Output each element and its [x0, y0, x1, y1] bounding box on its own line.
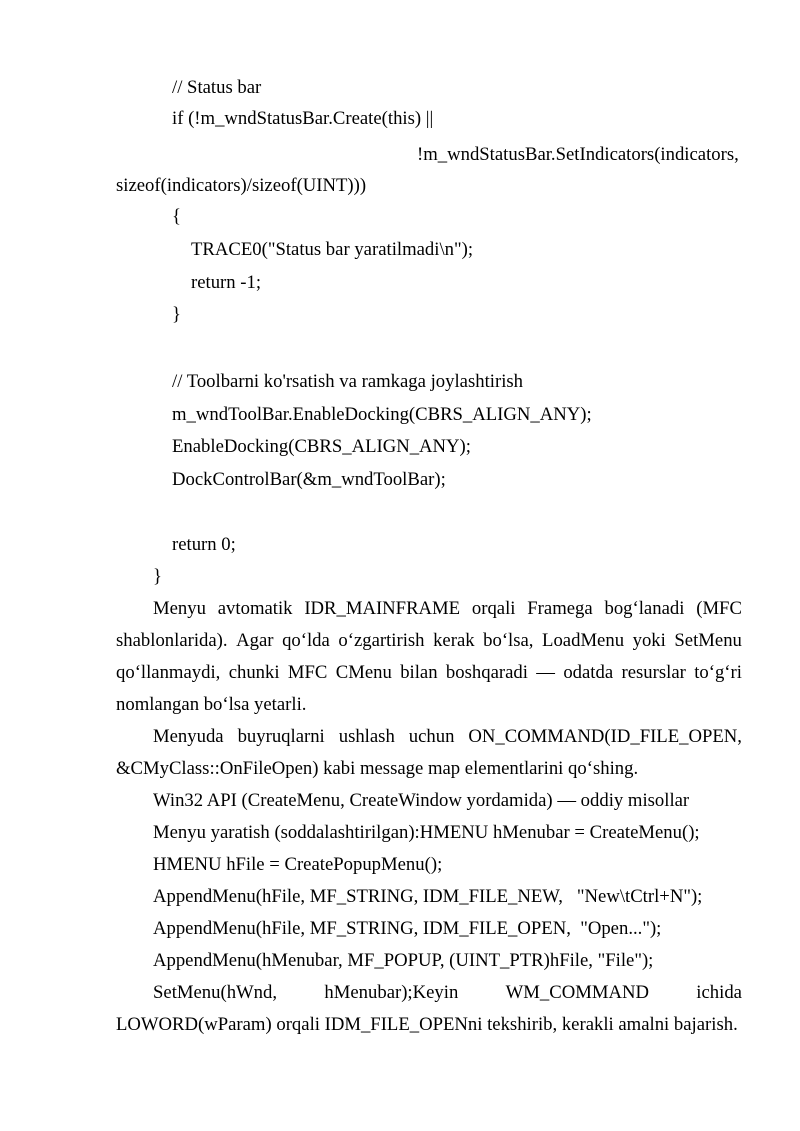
word: ushlash — [338, 726, 395, 747]
win32-last-line2: LOWORD(wParam) orqali IDM_FILE_OPENni tekshirib, kerakli amalni bajarish. — [116, 1014, 738, 1035]
word: chunki — [228, 662, 280, 683]
code-function-close: } — [153, 566, 162, 587]
word: avtomatik — [217, 598, 293, 619]
word: qo‘lda — [282, 630, 330, 651]
word: Framega — [527, 598, 593, 619]
code-enable-docking-toolbar: m_wndToolBar.EnableDocking(CBRS_ALIGN_ANY); — [172, 404, 592, 425]
para1-line3 — [116, 661, 742, 685]
win32-append-popup: AppendMenu(hMenubar, MF_POPUP, (UINT_PTR)hFile, "File"); — [153, 950, 654, 971]
word: — — [536, 662, 555, 683]
win32-append-new: AppendMenu(hFile, MF_STRING, IDM_FILE_NEW, "New\tCtrl+N"); — [153, 886, 703, 907]
word: (MFC — [696, 598, 742, 619]
word: o‘zgartirish — [338, 630, 425, 651]
word: boshqaradi — [445, 662, 528, 683]
word: bilan — [400, 662, 438, 683]
para1-line4: nomlangan bo‘lsa yetarli. — [116, 694, 307, 715]
word: WM_COMMAND — [505, 982, 649, 1003]
word: ON_COMMAND(ID_FILE_OPEN, — [468, 726, 742, 747]
code-dock-control-bar: DockControlBar(&m_wndToolBar); — [172, 469, 446, 490]
code-comment-toolbar: // Toolbarni ko'rsatish va ramkaga joylashtirish — [172, 371, 524, 392]
word: IDR_MAINFRAME — [304, 598, 461, 619]
win32-last-line1 — [153, 981, 742, 1005]
word: uchun — [408, 726, 455, 747]
win32-popup-menu: HMENU hFile = CreatePopupMenu(); — [153, 854, 443, 875]
word: to‘g‘ri — [694, 662, 742, 683]
word: ichida — [696, 982, 742, 1003]
word: Menyuda — [153, 726, 224, 747]
word: MFC — [287, 662, 328, 683]
word: SetMenu(hWnd, — [153, 982, 278, 1003]
code-comment-status-bar: // Status bar — [172, 77, 262, 98]
word: CMenu — [335, 662, 392, 683]
code-trace: TRACE0("Status bar yaratilmadi\n"); — [191, 239, 474, 260]
word: LoadMenu — [542, 630, 625, 651]
word: SetMenu — [674, 630, 742, 651]
word: hMenubar);Keyin — [324, 982, 459, 1003]
code-open-brace: { — [172, 206, 181, 227]
para1-line1 — [153, 597, 742, 621]
code-set-indicators: !m_wndStatusBar.SetIndicators(indicators, — [417, 144, 739, 165]
word: resurslar — [621, 662, 686, 683]
para2-line2: &CMyClass::OnFileOpen) kabi message map elementlarini qo‘shing. — [116, 758, 639, 779]
code-enable-docking: EnableDocking(CBRS_ALIGN_ANY); — [172, 436, 471, 457]
code-return-zero: return 0; — [172, 534, 236, 555]
code-sizeof: sizeof(indicators)/sizeof(UINT))) — [116, 175, 367, 196]
word: bog‘lanadi — [604, 598, 685, 619]
win32-append-open: AppendMenu(hFile, MF_STRING, IDM_FILE_OPEN, "Open..."); — [153, 918, 662, 939]
word: qo‘llanmaydi, — [116, 662, 221, 683]
word: Menyu — [153, 598, 206, 619]
word: orqali — [471, 598, 516, 619]
word: yoki — [632, 630, 666, 651]
code-return-neg: return -1; — [191, 272, 262, 293]
word: bo‘lsa, — [483, 630, 534, 651]
code-close-brace: } — [172, 304, 181, 325]
word: shablonlarida). — [116, 630, 228, 651]
word: Agar — [236, 630, 274, 651]
word: kerak — [433, 630, 475, 651]
word: buyruqlarni — [237, 726, 325, 747]
para1-line2 — [116, 629, 742, 653]
word: odatda — [563, 662, 614, 683]
code-if-create: if (!m_wndStatusBar.Create(this) || — [172, 108, 434, 129]
win32-heading: Win32 API (CreateMenu, CreateWindow yordamida) — oddiy misollar — [153, 790, 690, 811]
para2-line1 — [153, 725, 742, 749]
win32-create-menu: Menyu yaratish (soddalashtirilgan):HMENU hMenubar = CreateMenu(); — [153, 822, 700, 843]
